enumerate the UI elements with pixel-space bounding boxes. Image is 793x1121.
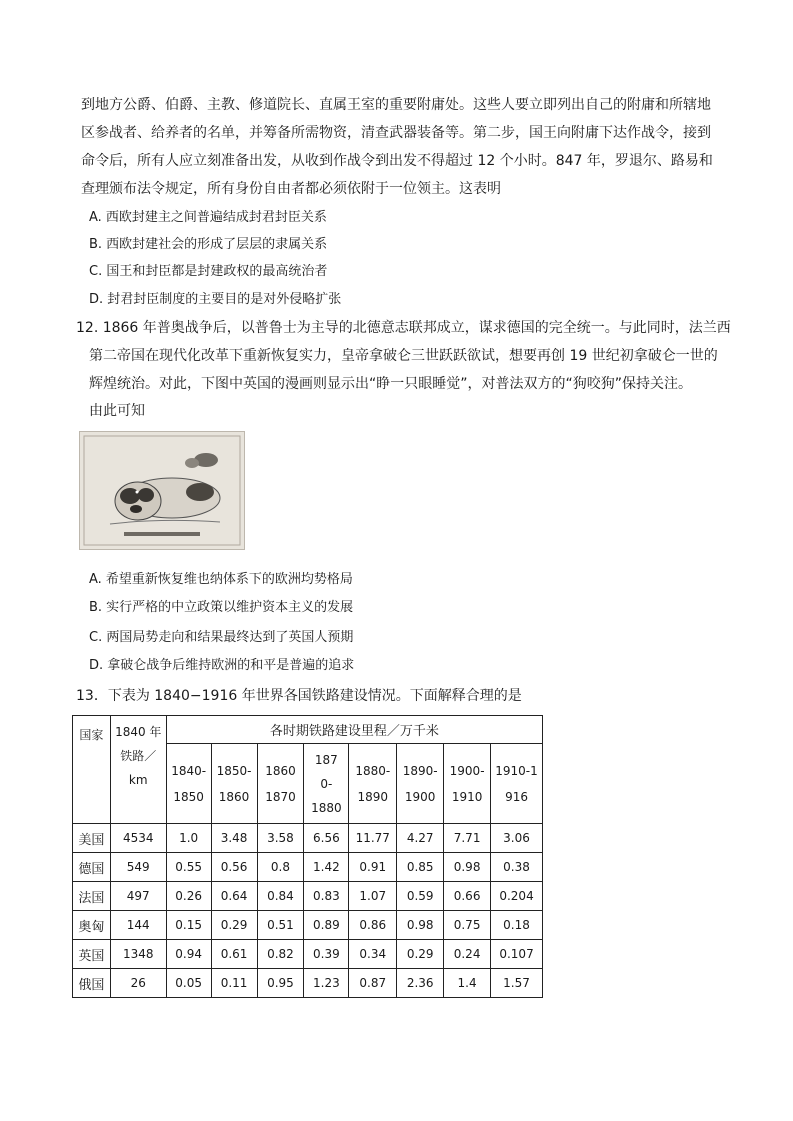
q12-stem-line-2: 第二帝国在现代化改革下重新恢复实力，皇帝拿破仑三世跃跃欲试，想要再创 19 世纪初拿破仑一世的 xyxy=(89,348,718,364)
cell-period-value: 7.71 xyxy=(444,824,491,853)
header-period-6: 1890- 1900 xyxy=(397,744,444,824)
q12-option-c[interactable]: C. 两国局势走向和结果最终达到了英国人预期 xyxy=(89,630,354,645)
cell-period-value: 0.11 xyxy=(211,969,257,998)
q11-option-a[interactable]: A. 西欧封建主之间普遍结成封君封臣关系 xyxy=(89,210,327,225)
cartoon-image xyxy=(79,431,245,550)
cell-period-value: 0.26 xyxy=(166,882,211,911)
cell-country: 英国 xyxy=(73,940,111,969)
cell-period-value: 6.56 xyxy=(304,824,349,853)
cell-country: 美国 xyxy=(73,824,111,853)
cell-period-value: 0.84 xyxy=(257,882,304,911)
cell-period-value: 0.89 xyxy=(304,911,349,940)
table-row xyxy=(73,882,543,911)
cell-period-value: 4.27 xyxy=(397,824,444,853)
cell-country: 德国 xyxy=(73,853,111,882)
header-period-3: 1860 1870 xyxy=(257,744,304,824)
cell-period-value: 3.06 xyxy=(491,824,543,853)
cell-period-value: 1.42 xyxy=(304,853,349,882)
cell-period-value: 0.05 xyxy=(166,969,211,998)
cell-period-value: 0.61 xyxy=(211,940,257,969)
cell-country: 法国 xyxy=(73,882,111,911)
q11-text-line-3: 命令后，所有人应立刻准备出发，从收到作战令到出发不得超过 12 个小时。847 年，罗退尔、路易和 xyxy=(81,153,713,169)
header-period-5: 1880- 1890 xyxy=(349,744,397,824)
cell-period-value: 3.58 xyxy=(257,824,304,853)
cell-base-1840: 549 xyxy=(110,853,166,882)
cell-period-value: 0.29 xyxy=(397,940,444,969)
q11-option-c[interactable]: C. 国王和封臣都是封建政权的最高统治者 xyxy=(89,264,328,279)
cell-country: 奥匈 xyxy=(73,911,111,940)
table-row xyxy=(73,853,543,882)
cell-period-value: 0.98 xyxy=(397,911,444,940)
cell-base-1840: 144 xyxy=(110,911,166,940)
cell-period-value: 0.29 xyxy=(211,911,257,940)
cell-period-value: 0.55 xyxy=(166,853,211,882)
cell-period-value: 0.85 xyxy=(397,853,444,882)
cell-base-1840: 1348 xyxy=(110,940,166,969)
q12-stem-line-1: 12. 1866 年普奥战争后，以普鲁士为主导的北德意志联邦成立，谋求德国的完全统一。与此同时，法兰西 xyxy=(76,320,731,336)
cell-base-1840: 4534 xyxy=(110,824,166,853)
cell-period-value: 0.24 xyxy=(444,940,491,969)
q12-stem-line-4: 由此可知 xyxy=(89,403,145,419)
q11-text-line-1: 到地方公爵、伯爵、主教、修道院长、直属王室的重要附庸处。这些人要立即列出自己的附庸和所辖地 xyxy=(81,97,711,113)
cell-period-value: 0.91 xyxy=(349,853,397,882)
cell-period-value: 0.204 xyxy=(491,882,543,911)
cell-period-value: 0.87 xyxy=(349,969,397,998)
header-period-7: 1900- 1910 xyxy=(444,744,491,824)
cell-period-value: 0.64 xyxy=(211,882,257,911)
q11-text-line-2: 区参战者、给养者的名单，并筹备所需物资，清查武器装备等。第二步，国王向附庸下达作战令，接到 xyxy=(81,125,711,141)
cell-period-value: 0.94 xyxy=(166,940,211,969)
q13-stem: 13．下表为 1840−1916 年世界各国铁路建设情况。下面解释合理的是 xyxy=(76,688,522,704)
q11-option-d[interactable]: D. 封君封臣制度的主要目的是对外侵略扩张 xyxy=(89,292,342,307)
cell-period-value: 0.75 xyxy=(444,911,491,940)
cell-period-value: 3.48 xyxy=(211,824,257,853)
q12-option-d[interactable]: D. 拿破仑战争后维持欧洲的和平是普遍的追求 xyxy=(89,658,355,673)
cell-period-value: 0.39 xyxy=(304,940,349,969)
cell-period-value: 1.4 xyxy=(444,969,491,998)
header-country: 国家 xyxy=(73,716,111,824)
header-period-2: 1850- 1860 xyxy=(211,744,257,824)
cell-period-value: 1.57 xyxy=(491,969,543,998)
table-row xyxy=(73,940,543,969)
cell-period-value: 11.77 xyxy=(349,824,397,853)
header-periods-group: 各时期铁路建设里程／万千米 xyxy=(166,716,542,744)
cell-period-value: 0.82 xyxy=(257,940,304,969)
cell-period-value: 0.8 xyxy=(257,853,304,882)
cell-period-value: 0.86 xyxy=(349,911,397,940)
cell-period-value: 0.18 xyxy=(491,911,543,940)
cell-period-value: 0.34 xyxy=(349,940,397,969)
q11-option-b[interactable]: B. 西欧封建社会的形成了层层的隶属关系 xyxy=(89,237,328,252)
sleeping-dog-illustration xyxy=(80,432,244,549)
cell-period-value: 0.83 xyxy=(304,882,349,911)
cell-period-value: 0.98 xyxy=(444,853,491,882)
cell-period-value: 0.15 xyxy=(166,911,211,940)
cell-period-value: 2.36 xyxy=(397,969,444,998)
table-row xyxy=(73,911,543,940)
cell-period-value: 1.07 xyxy=(349,882,397,911)
header-1840-km: 1840 年 铁路／ km xyxy=(110,716,166,824)
q12-option-a[interactable]: A. 希望重新恢复维也纳体系下的欧洲均势格局 xyxy=(89,572,353,587)
cell-period-value: 1.0 xyxy=(166,824,211,853)
cell-country: 俄国 xyxy=(73,969,111,998)
table-row xyxy=(73,969,543,998)
cell-period-value: 0.51 xyxy=(257,911,304,940)
q12-stem-line-3: 辉煌统治。对此，下图中英国的漫画则显示出“睁一只眼睡觉”，对普法双方的“狗咬狗”保持关注。 xyxy=(89,376,693,392)
header-period-4: 187 0- 1880 xyxy=(304,744,349,824)
header-period-8: 1910-1 916 xyxy=(491,744,543,824)
header-period-1: 1840- 1850 xyxy=(166,744,211,824)
cell-base-1840: 26 xyxy=(110,969,166,998)
q12-option-b[interactable]: B. 实行严格的中立政策以维护资本主义的发展 xyxy=(89,600,354,615)
railway-table xyxy=(72,715,543,998)
q11-text-line-4: 查理颁布法令规定，所有身份自由者都必须依附于一位领主。这表明 xyxy=(81,181,501,197)
cell-period-value: 1.23 xyxy=(304,969,349,998)
cell-period-value: 0.95 xyxy=(257,969,304,998)
cell-period-value: 0.56 xyxy=(211,853,257,882)
table-row xyxy=(73,824,543,853)
cell-period-value: 0.107 xyxy=(491,940,543,969)
cell-period-value: 0.59 xyxy=(397,882,444,911)
cell-period-value: 0.66 xyxy=(444,882,491,911)
cell-period-value: 0.38 xyxy=(491,853,543,882)
cell-base-1840: 497 xyxy=(110,882,166,911)
